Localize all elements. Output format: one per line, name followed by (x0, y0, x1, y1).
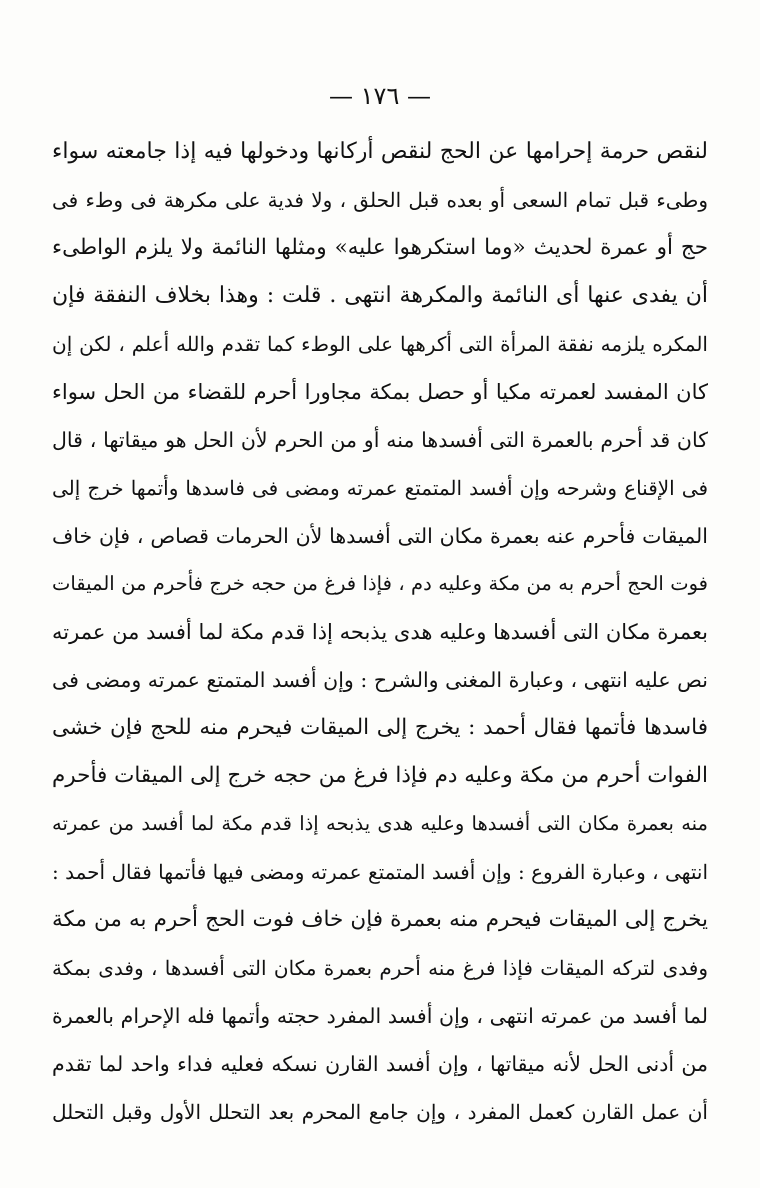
text-line: منه بعمرة مكان التى أفسدها وعليه هدى يذبحه إذا قدم مكة لما أفسد من عمرته (52, 812, 708, 835)
text-body (52, 128, 708, 1136)
text-line: يخرج إلى الميقات فيحرم منه بعمرة فإن خاف فوت الحج أحرم به من مكة (52, 907, 708, 932)
text-line: أن عمل القارن كعمل المفرد ، وإن جامع المحرم بعد التحلل الأول وقبل التحلل (52, 1100, 708, 1124)
text-line: وطىء قبل تمام السعى أو بعده قبل الحلق ، ولا فدية على مكرهة فى وطء فى (52, 188, 708, 212)
text-line: فاسدها فأتمها فقال أحمد : يخرج إلى الميقات فيحرم منه للحج فإن خشى (52, 715, 708, 740)
text-line: أن يفدى عنها أى النائمة والمكرهة انتهى . قلت : وهذا بخلاف النفقة فإن (52, 283, 708, 308)
text-line: الفوات أحرم من مكة وعليه دم فإذا فرغ من حجه خرج إلى الميقات فأحرم (52, 763, 708, 788)
text-line: لنقص حرمة إحرامها عن الحج لنقص أركانها ودخولها فيه إذا جامعته سواء (52, 139, 708, 164)
text-line: كان المفسد لعمرته مكيا أو حصل بمكة مجاورا أحرم للقضاء من الحل سواء (52, 380, 708, 404)
text-line: انتهى ، وعبارة الفروع : وإن أفسد المتمتع عمرته ومضى فيها فأتمها فقال أحمد : (52, 860, 708, 884)
text-line: الميقات فأحرم عنه بعمرة مكان التى أفسدها لأن الحرمات قصاص ، فإن خاف (52, 524, 708, 548)
text-line: فوت الحج أحرم به من مكة وعليه دم ، فإذا فرغ من حجه خرج فأحرم من الميقات (52, 572, 708, 595)
page-number: — ١٧٦ — (329, 82, 431, 110)
text-line: المكره يلزمه نفقة المرأة التى أكرهها على الوطء كما تقدم والله أعلم ، لكن إن (52, 332, 708, 356)
text-line: وفدى لتركه الميقات فإذا فرغ منه أحرم بعمرة مكان التى أفسدها ، وفدى بمكة (52, 956, 708, 980)
text-line: كان قد أحرم بالعمرة التى أفسدها منه أو من الحرم لأن الحل هو ميقاتها ، قال (52, 428, 708, 452)
text-line: فى الإقناع وشرحه وإن أفسد المتمتع عمرته ومضى فى فاسدها وأتمها خرج إلى (52, 476, 708, 500)
text-line: بعمرة مكان التى أفسدها وعليه هدى يذبحه إذا قدم مكة لما أفسد من عمرته (52, 620, 708, 644)
text-line: لما أفسد من عمرته انتهى ، وإن أفسد المفرد حجته وأتمها فله الإحرام بالعمرة (52, 1004, 708, 1028)
text-line: من أدنى الحل لأنه ميقاتها ، وإن أفسد القارن نسكه فعليه فداء واحد لما تقدم (52, 1052, 708, 1076)
text-line: حج أو عمرة لحديث «وما استكرهوا عليه» ومثلها النائمة ولا يلزم الواطىء (52, 235, 708, 260)
text-line: نص عليه انتهى ، وعبارة المغنى والشرح : وإن أفسد المتمتع عمرته ومضى فى (52, 668, 708, 692)
